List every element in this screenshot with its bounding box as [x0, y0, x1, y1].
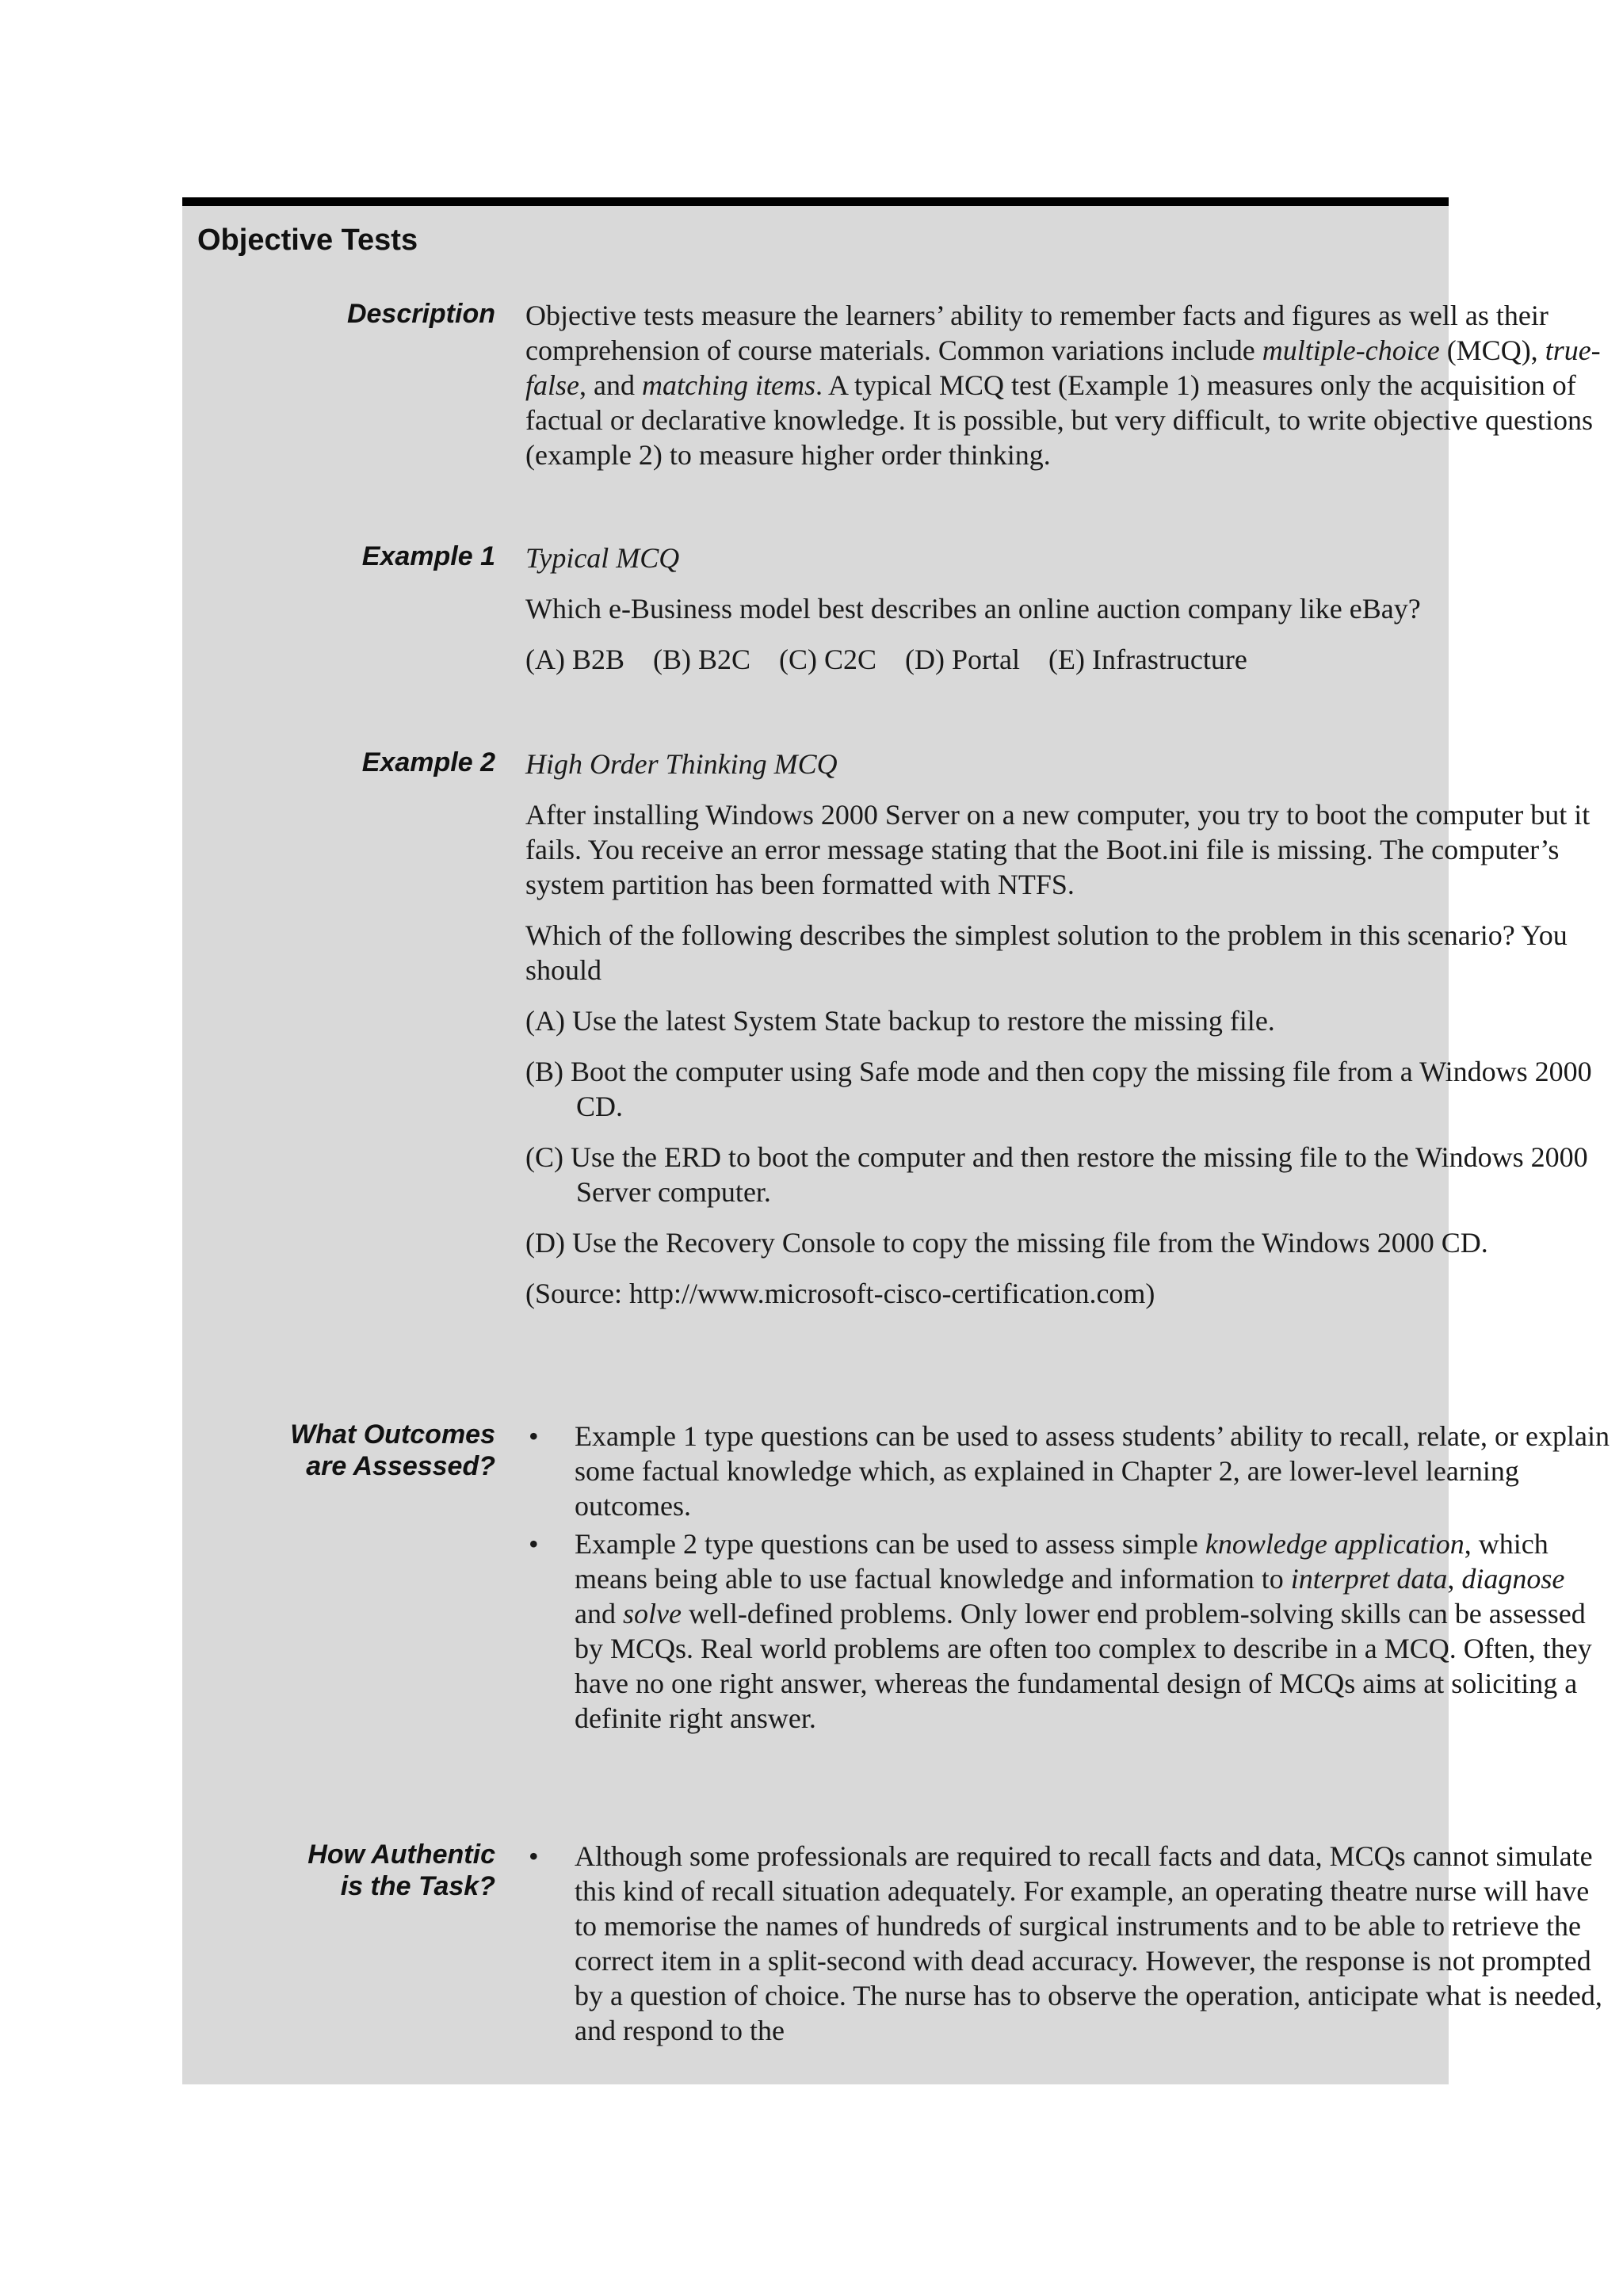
description-part: (MCQ),: [1439, 334, 1545, 366]
bullet-icon: •: [529, 1420, 539, 1452]
bullet-text: Example 2 type questions can be used to assess simple: [575, 1528, 1205, 1560]
list-item: [525, 1839, 1611, 2048]
bullet-emphasis: interpret data: [1290, 1563, 1448, 1595]
example1-options: [525, 642, 1611, 677]
example1-subtitle: Typical MCQ: [525, 542, 680, 574]
example2-option: (D) Use the Recovery Console to copy the missing file from the Windows 2000 CD.: [525, 1227, 1488, 1259]
example2-label: Example 2: [361, 747, 495, 777]
example2-source: (Source: http://www.microsoft-cisco-certification.com): [525, 1278, 1155, 1309]
bullet-emphasis: knowledge application: [1205, 1528, 1465, 1560]
outcomes-label-line: What Outcomes: [290, 1419, 495, 1450]
option: (D) Portal: [905, 644, 1020, 675]
option: (C) C2C: [779, 644, 877, 675]
bullet-text: and: [575, 1598, 623, 1629]
outcomes-content: [525, 1419, 1611, 1739]
outcomes-label-line: are Assessed?: [306, 1451, 495, 1481]
outcomes-label: [182, 1419, 495, 1482]
example2-option: (C) Use the ERD to boot the computer and then restore the missing file to the Windows 2000 Server computer.: [525, 1141, 1588, 1208]
example1-label: Example 1: [361, 541, 495, 571]
bullet-text: Although some professionals are required to recall facts and data, MCQs cannot simulate this kind of recall situation adequately. For example, an operating theatre nurse will have to memorise the names of hundreds of surgical instruments and to be able to retrieve the correct item in a split-second with dead accuracy. However, the response is not prompted by a question of choice. The nurse has to observe the operation, anticipate what is needed, and respond to the: [575, 1840, 1602, 2046]
description-part: . A typical MCQ test (Example 1) measures only the acquisition of factual or declarative knowledge. It is possible, but very difficult, to write objective questions (example 2) to measure higher order thinking.: [525, 369, 1593, 471]
option: (E) Infrastructure: [1048, 644, 1247, 675]
example2-option: (A) Use the latest System State backup to restore the missing file.: [525, 1005, 1275, 1037]
example2-option: (B) Boot the computer using Safe mode and then copy the missing file from a Windows 2000 CD.: [525, 1056, 1592, 1122]
description-label: Description: [346, 299, 495, 329]
authentic-label-line: is the Task?: [340, 1871, 495, 1901]
example2-question: Which of the following describes the simplest solution to the problem in this scenario? You should: [525, 919, 1568, 986]
example1-question: Which e-Business model best describes an online auction company like eBay?: [525, 593, 1421, 625]
description-text: [525, 298, 1611, 488]
example1-content: [525, 541, 1611, 693]
list-item: [525, 1419, 1611, 1523]
description-part: , and: [579, 369, 642, 401]
bullet-text: , which means being able to use factual knowledge and information to: [575, 1528, 1549, 1595]
option: (A) B2B: [525, 644, 624, 675]
bullet-text: ,: [1447, 1563, 1462, 1595]
section-title: Objective Tests: [197, 223, 418, 257]
description-part: Objective tests measure the learners’ ability to remember facts and figures as well as their comprehension of course materials. Common variations include: [525, 300, 1549, 366]
bullet-emphasis: solve: [622, 1598, 682, 1629]
authentic-list: [525, 1839, 1611, 2048]
list-item: [525, 1526, 1611, 1736]
description-emphasis: matching items: [641, 369, 815, 401]
authentic-content: [525, 1839, 1611, 2051]
outcomes-list: [525, 1419, 1611, 1736]
bullet-icon: •: [529, 1528, 539, 1560]
bullet-emphasis: diagnose: [1461, 1563, 1565, 1595]
example2-scenario: After installing Windows 2000 Server on a new computer, you try to boot the computer but it fails. You receive an error message stating that the Boot.ini file is missing. The computer’s system partition has been formatted with NTFS.: [525, 799, 1591, 900]
bullet-text: well-defined problems. Only lower end problem-solving skills can be assessed by MCQs. Real world problems are often too complex to describe in a MCQ. Often, they have no one right answer, whereas the fundamental design of MCQs aims at soliciting a definite right answer.: [575, 1598, 1592, 1734]
authentic-label: [182, 1839, 495, 1902]
bullet-text: Example 1 type questions can be used to assess students’ ability to recall, relate, or explain some factual knowledge which, as explained in Chapter 2, are lower-level learning outcomes.: [575, 1420, 1610, 1522]
authentic-label-line: How Authentic: [307, 1839, 495, 1870]
example2-subtitle: High Order Thinking MCQ: [525, 748, 838, 780]
top-rule: [182, 197, 1449, 206]
option: (B) B2C: [653, 644, 751, 675]
description-emphasis: multiple-choice: [1262, 334, 1440, 366]
bullet-icon: •: [529, 1840, 539, 1872]
example2-content: [525, 747, 1611, 1327]
description-emphasis: true-false: [525, 334, 1601, 401]
